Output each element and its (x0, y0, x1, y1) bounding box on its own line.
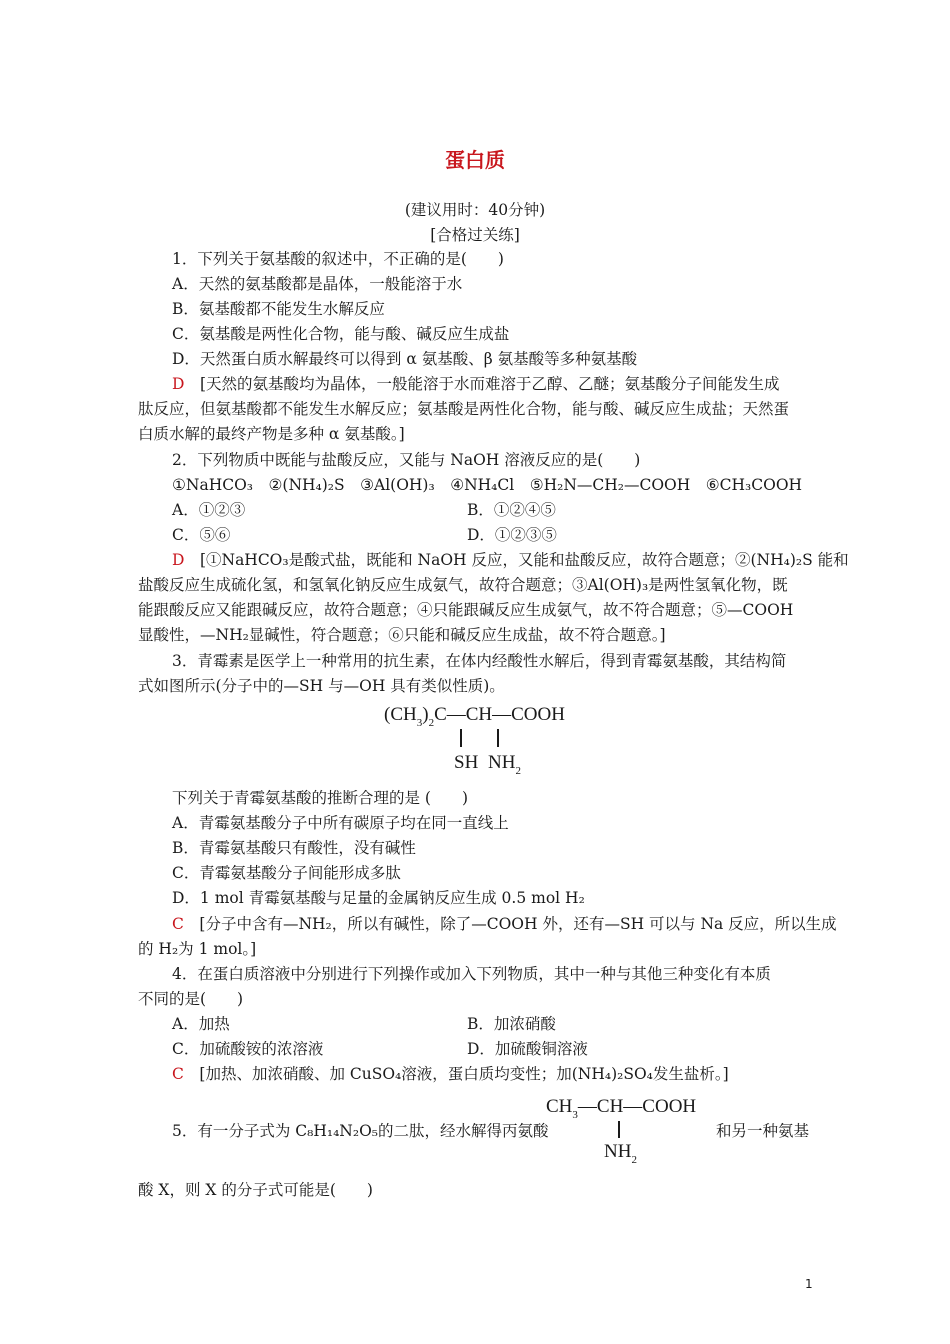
penicillamine-structure: $(CH_3)_2C—CH—COOH$ SH $NH_2$ (384, 704, 565, 777)
q2-explanation-line-4: 显酸性，—NH₂显碱性，符合题意；⑥只能和碱反应生成盐，故不符合题意。] (138, 626, 666, 644)
q3-option-d: D．1 mol 青霉氨基酸与足量的金属钠反应生成 0.5 mol H₂ (172, 889, 585, 907)
alanine-structure: $CH_3—CH—COOH$ $NH_2$ (546, 1096, 697, 1166)
nh2-group: $NH_2$ (604, 1141, 637, 1166)
bond-line (497, 729, 499, 747)
q3-explanation-line-1: C [分子中含有—NH₂，所以有碱性，除了—COOH 外，还有—SH 可以与 Na 反应，所以生成 (172, 915, 837, 933)
q4-option-a: A．加热 (172, 1015, 230, 1033)
q2-option-c: C．⑤⑥ (172, 526, 231, 544)
q1-option-d: D．天然蛋白质水解最终可以得到 α 氨基酸、β 氨基酸等多种氨基酸 (172, 350, 638, 368)
q2-option-b: B．①②④⑤ (467, 501, 556, 519)
q1-explanation-line-1: D [天然的氨基酸均为晶体，一般能溶于水而难溶于乙醇、乙醚；氨基酸分子间能发生成 (172, 375, 780, 393)
q2-explanation-line-2: 盐酸反应生成硫化氢，和氢氧化钠反应生成氨气，故符合题意；③Al(OH)₃是两性氢氧化物，既 (138, 576, 788, 594)
q4-answer: C (172, 1065, 184, 1083)
q2-stem: 2．下列物质中既能与盐酸反应，又能与 NaOH 溶液反应的是( ) (172, 451, 641, 469)
q3-prompt: 下列关于青霉氨基酸的推断合理的是 ( ) (172, 789, 469, 807)
q5-stem-end: 酸 X，则 X 的分子式可能是( ) (138, 1181, 373, 1199)
q2-option-a: A．①②③ (172, 501, 246, 519)
q2-explanation-line-3: 能跟酸反应又能跟碱反应，故符合题意；④只能跟碱反应生成氨气，故不符合题意；⑤—COOH (138, 601, 794, 619)
q1-explanation-line-3: 白质水解的最终产物是多种 α 氨基酸。] (138, 425, 405, 443)
sh-group: SH (454, 752, 479, 773)
q1-explanation-line-2: 肽反应，但氨基酸都不能发生水解反应；氨基酸是两性化合物，能与酸、碱反应生成盐；天然蛋 (138, 400, 790, 418)
q1-option-b: B．氨基酸都不能发生水解反应 (172, 300, 385, 318)
q4-option-c: C．加硫酸铵的浓溶液 (172, 1040, 324, 1058)
q5-stem-before: 5．有一分子式为 C₈H₁₄N₂O₅的二肽，经水解得丙氨酸 (172, 1122, 549, 1140)
q1-option-c: C．氨基酸是两性化合物，能与酸、碱反应生成盐 (172, 325, 510, 343)
q4-stem-line-1: 4．在蛋白质溶液中分别进行下列操作或加入下列物质，其中一种与其他三种变化有本质 (172, 965, 771, 983)
time-note: (建议用时：40分钟) (404, 201, 546, 219)
q4-stem-line-2: 不同的是( ) (138, 990, 244, 1008)
bond-line (460, 729, 462, 747)
bond-line (618, 1121, 620, 1138)
q3-stem-line-1: 3．青霉素是医学上一种常用的抗生素，在体内经酸性水解后，得到青霉氨基酸，其结构简 (172, 652, 787, 670)
page-number: 1 (805, 1277, 813, 1291)
nh2-group: $NH_2$ (488, 752, 521, 777)
page-title: 蛋白质 (445, 148, 505, 172)
q4-option-d: D．加硫酸铜溶液 (467, 1040, 588, 1058)
q4-explanation: C [加热、加浓硝酸、加 CuSO₄溶液，蛋白质均变性；加(NH₄)₂SO₄发生盐析。] (172, 1065, 729, 1083)
q1-answer: D (172, 375, 185, 393)
q2-answer: D (172, 551, 185, 569)
q5-stem-after: 和另一种氨基 (716, 1122, 810, 1140)
q3-option-c: C．青霉氨基酸分子间能形成多肽 (172, 864, 401, 882)
q1-option-a: A．天然的氨基酸都是晶体，一般能溶于水 (172, 275, 463, 293)
q3-option-b: B．青霉氨基酸只有酸性，没有碱性 (172, 839, 416, 857)
q2-option-d: D．①②③⑤ (467, 526, 557, 544)
q3-explanation-line-2: 的 H₂为 1 mol。] (138, 940, 257, 958)
q2-explanation-line-1: D [①NaHCO₃是酸式盐，既能和 NaOH 反应，又能和盐酸反应，故符合题意；②(NH₄)₂S 能和 (172, 551, 849, 569)
q3-stem-line-2: 式如图所示(分子中的—SH 与—OH 具有类似性质)。 (138, 677, 505, 695)
q2-substances: ①NaHCO₃ ②(NH₄)₂S ③Al(OH)₃ ④NH₄Cl ⑤H₂N—CH₂—COOH ⑥CH₃COOH (172, 476, 803, 494)
section-label: [合格过关练] (430, 226, 520, 244)
q1-stem: 1．下列关于氨基酸的叙述中，不正确的是( ) (172, 250, 504, 268)
q3-answer: C (172, 915, 184, 933)
q4-option-b: B．加浓硝酸 (467, 1015, 556, 1033)
q3-option-a: A．青霉氨基酸分子中所有碳原子均在同一直线上 (172, 814, 509, 832)
